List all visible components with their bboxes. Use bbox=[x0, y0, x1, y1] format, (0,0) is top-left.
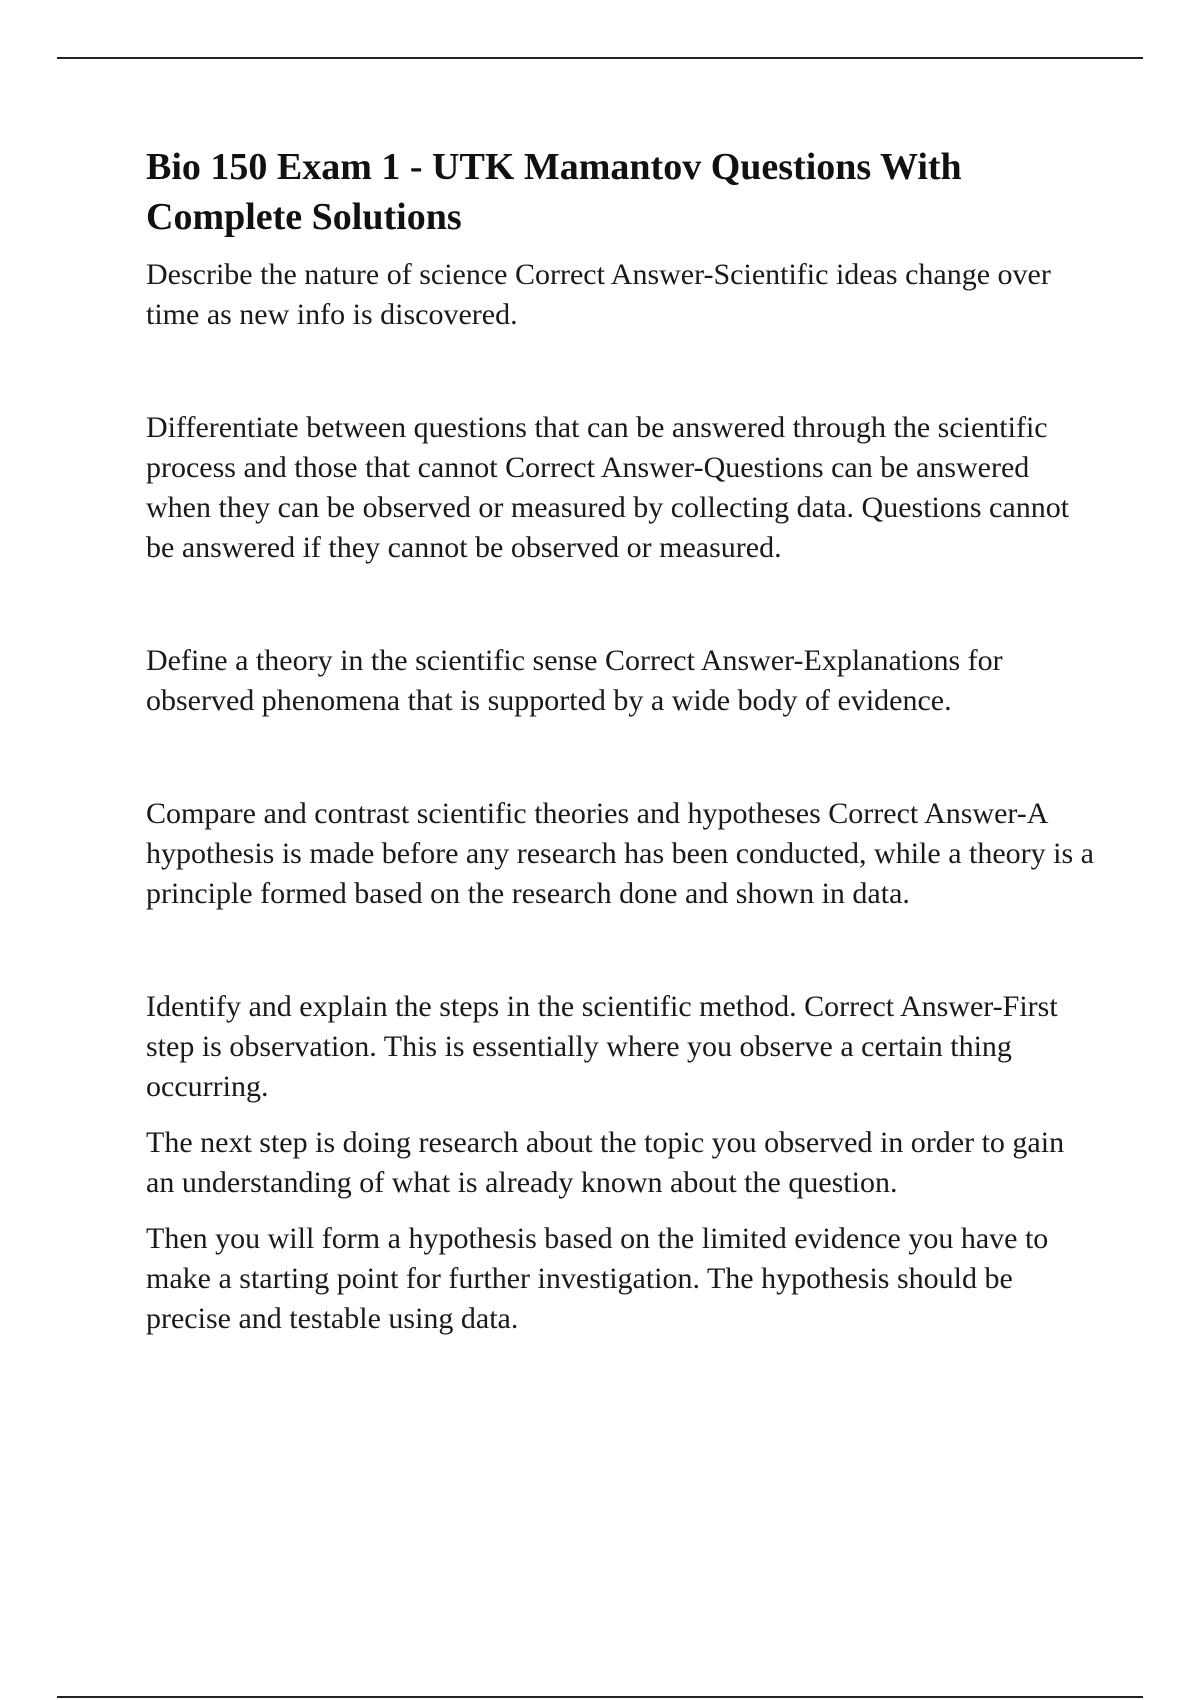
qa-nature-of-science: Describe the nature of science Correct Answer-Scientific ideas change over time as new info is discovered. bbox=[146, 258, 1051, 331]
qa-theory-definition: Define a theory in the scientific sense Correct Answer-Explanations for observed phenomena that is supported by a wide body of evidence. bbox=[146, 644, 1003, 717]
qa-answerable-questions: Differentiate between questions that can be answered through the scientific process and those that cannot Correct Answer-Questions can be answered when they can be observed or measured by collecting data. Questions cannot be answered if they cannot be observed or measured. bbox=[146, 411, 1070, 564]
top-rule bbox=[57, 57, 1143, 59]
qa-scientific-method: Identify and explain the steps in the scientific method. Correct Answer-First step is observation. This is essentially where you observe a certain thing occurring. bbox=[146, 990, 1058, 1103]
document-body bbox=[146, 142, 1096, 1339]
bottom-rule bbox=[57, 1696, 1143, 1698]
document-title: Bio 150 Exam 1 - UTK Mamantov Questions With Complete Solutions bbox=[146, 146, 962, 238]
scientific-method-research-step: The next step is doing research about the topic you observed in order to gain an understanding of what is already known about the question. bbox=[146, 1126, 1065, 1199]
scientific-method-hypothesis-step: Then you will form a hypothesis based on the limited evidence you have to make a starting point for further investigation. The hypothesis should be precise and testable using data. bbox=[146, 1222, 1049, 1335]
qa-theories-vs-hypotheses: Compare and contrast scientific theories and hypotheses Correct Answer-A hypothesis is made before any research has been conducted, while a theory is a principle formed based on the research done and shown in data. bbox=[146, 797, 1094, 910]
